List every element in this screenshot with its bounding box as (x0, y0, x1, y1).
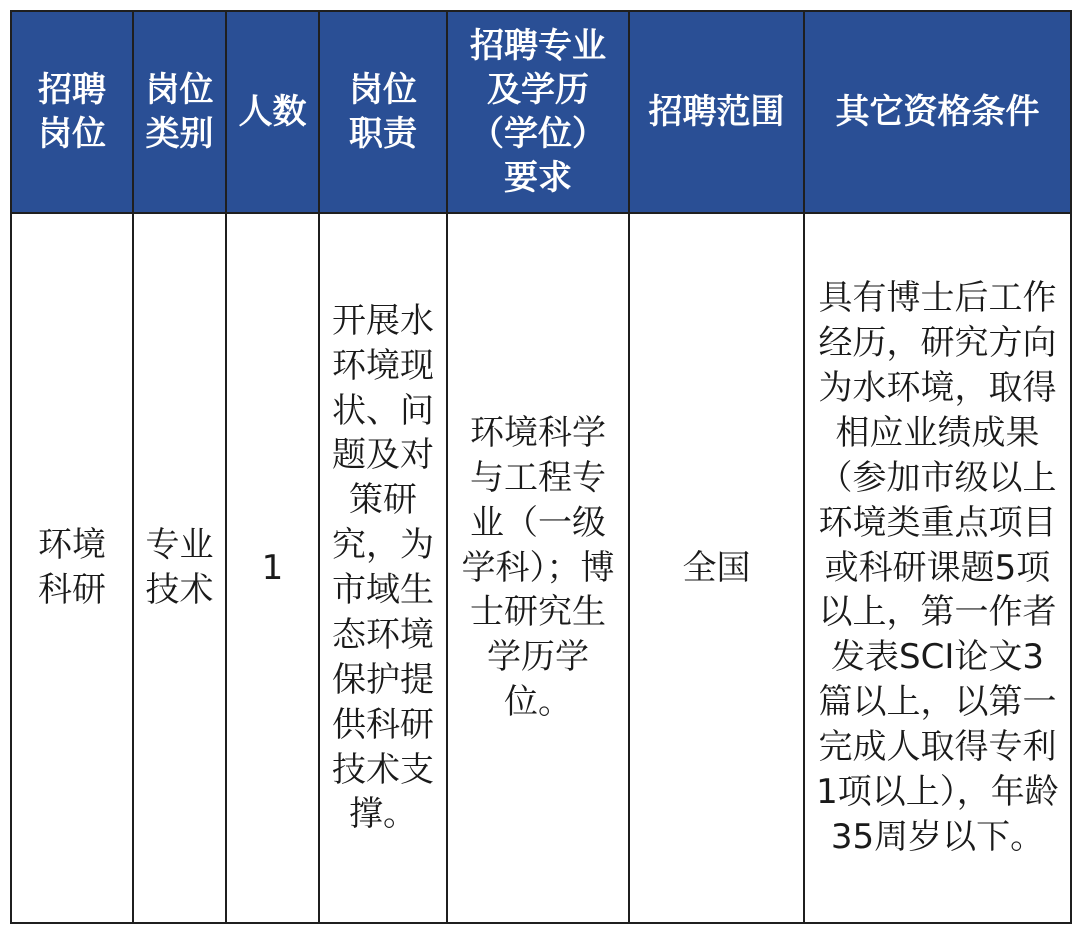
header-category: 岗位类别 (133, 11, 226, 213)
header-count: 人数 (226, 11, 319, 213)
cell-count: 1 (226, 213, 319, 923)
cell-major: 环境科学与工程专业（一级学科）；博士研究生学历学位。 (447, 213, 629, 923)
table-row (11, 213, 1071, 923)
header-major: 招聘专业及学历（学位）要求 (447, 11, 629, 213)
recruitment-table (10, 10, 1072, 924)
cell-scope: 全国 (629, 213, 804, 923)
cell-category: 专业技术 (133, 213, 226, 923)
header-other: 其它资格条件 (804, 11, 1071, 213)
cell-position: 环境科研 (11, 213, 133, 923)
header-row (11, 11, 1071, 213)
header-scope: 招聘范围 (629, 11, 804, 213)
header-position: 招聘岗位 (11, 11, 133, 213)
cell-duties: 开展水环境现状、问题及对策研究，为市域生态环境保护提供科研技术支撑。 (319, 213, 447, 923)
cell-other: 具有博士后工作经历，研究方向为水环境，取得相应业绩成果（参加市级以上环境类重点项目或科研课题5项以上，第一作者发表SCI论文3篇以上，以第一完成人取得专利1项以上），年龄35周岁以下。 (804, 213, 1071, 923)
header-duties: 岗位职责 (319, 11, 447, 213)
